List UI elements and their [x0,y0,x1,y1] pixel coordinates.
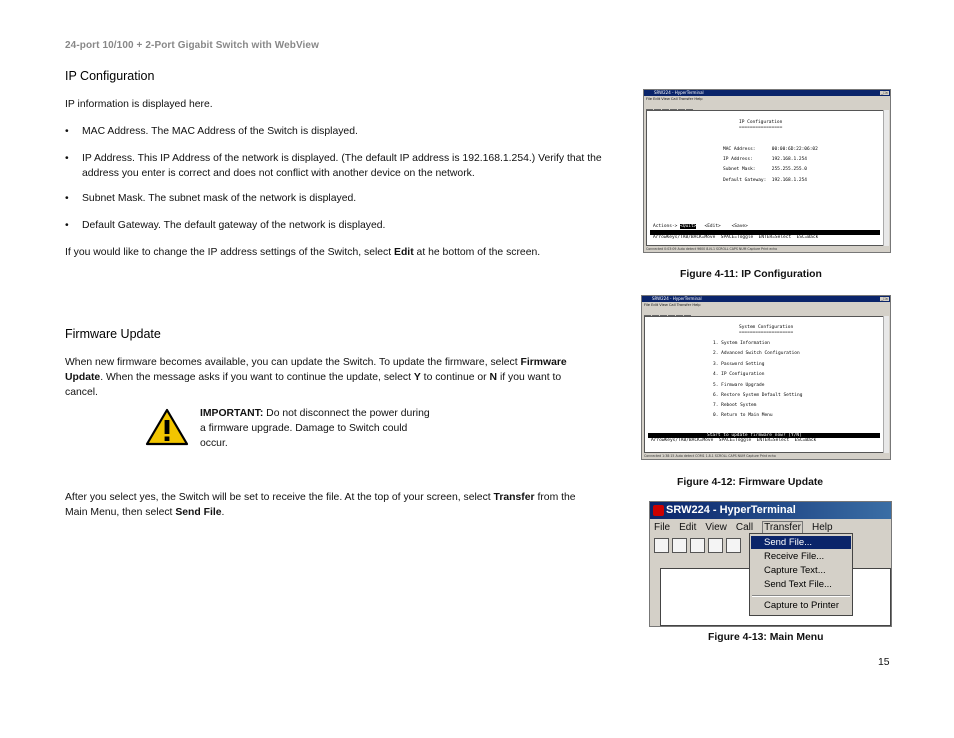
window-title: SRW224 - HyperTerminal [652,296,702,301]
menu-help: Help [811,522,833,533]
menu-call: Call [735,522,754,533]
app-icon [653,505,664,516]
bullet-text: Subnet Mask. The subnet mask of the network is displayed. [82,193,357,204]
text-bold: Transfer [493,492,535,503]
figure-13-caption: Figure 4-13: Main Menu [708,632,824,643]
toolbar [644,308,724,314]
firmware-paragraph-2 [65,490,595,520]
disconnect-icon [708,538,723,553]
menu-file: File [654,522,671,533]
figure-firmware-screenshot [641,295,891,460]
bullet-mark: • [65,126,69,137]
menu-view: View [705,522,727,533]
subnet-row: Subnet Mask: 255.255.255.0 [723,167,807,172]
scrollbar [883,316,889,453]
bullet-text: Default Gateway. The default gateway of the network is displayed. [82,220,386,231]
help-line: ArrowKeys/TAB/BACK=Move SPACE=Toggle ENTER=Select ESC=Back [651,438,817,443]
text-bold: Y [413,372,421,383]
text-bold: Edit [394,247,414,258]
bullet-mark: • [65,193,69,204]
status-bar: Connected 1:38:15 Auto detect COM1 1.8.1 SCROLL CAPS NUM Capture Print echo [644,454,776,458]
menu-capture-printer: Capture to Printer [764,600,839,611]
menu-receive-file: Receive File... [764,551,825,562]
menu-capture-text: Capture Text... [764,565,826,576]
menu-item: 1. System Information [713,341,770,346]
window-controls: _□× [881,296,888,301]
transfer-dropdown [749,533,853,616]
ip-intro: IP information is displayed here. [65,99,213,110]
menu-separator [752,595,850,597]
menu-bar: File Edit View Call Transfer Help [644,303,701,307]
figure-11-caption: Figure 4-11: IP Configuration [680,269,822,280]
text-run: If you would like to change the IP address settings of the Switch, select [65,247,395,258]
bullet-ip [65,151,605,181]
terminal-screen [646,110,884,246]
screen-underline: ================ [739,125,783,130]
menu-item: 3. Password Setting [713,362,765,367]
text-bold: N [489,372,498,383]
figure-ip-config-screenshot [643,89,891,253]
ip-config-heading: IP Configuration [65,69,155,83]
properties-icon [726,538,741,553]
figure-12-caption: Figure 4-12: Firmware Update [677,477,824,488]
help-line: ArrowKeys/TAB/BACK=Move SPACE=Toggle ENTER=Select ESC=Back [653,235,819,240]
text-run: at he bottom of the screen. [413,247,541,258]
bullet-mac [65,124,605,139]
running-header: 24-port 10/100 + 2-Port Gigabit Switch with WebView [65,40,319,51]
window-controls: _□× [881,90,888,95]
important-note [200,406,436,451]
menu-send-file: Send File... [751,536,851,549]
important-label: IMPORTANT: [200,408,264,419]
update-prompt: Start to update firmware now? [Y/N] [707,433,802,438]
menu-bar: File Edit View Call Transfer Help [646,97,703,101]
status-bar: Connected 0:03:09 Auto detect 9600 8-N-1 SCROLL CAPS NUM Capture Print echo [646,247,778,251]
menu-item: 4. IP Configuration [713,372,765,377]
screen-title: System Configuration [739,325,794,330]
window-title: SRW224 - HyperTerminal [666,504,796,516]
bullet-mark: • [65,220,69,231]
important-text: Do not disconnect the power during a firmware upgrade. Damage to Switch could occur. [200,408,430,449]
page-number: 15 [878,657,890,668]
bullet-mark: • [65,153,69,164]
bullet-subnet [65,191,605,206]
bullet-text: IP Address. This IP Address of the network is displayed. (The default IP address is 192.168.1.254.) Verify that the address you enter is correct and does not conflict with another device on the network. [82,153,602,179]
screen-title: IP Configuration [739,120,783,125]
warning-icon [145,408,189,446]
mac-row: MAC Address: 00:00:6D:22:06:02 [723,147,818,152]
text-bold: Send File [175,507,222,518]
actions-label: Actions-> [653,224,678,229]
text-run: to continue or [420,372,490,383]
text-run: . [221,507,225,518]
screen-underline: ==================== [739,330,794,335]
connect-icon [690,538,705,553]
text-run: if you want to cancel. [65,372,562,398]
terminal-screen [644,316,884,453]
text-run: When new firmware becomes available, you can update the Switch. To update the firmware, select [65,357,521,368]
menu-send-text-file: Send Text File... [764,579,832,590]
menu-item: 5. Firmware Upgrade [713,383,765,388]
text-run: After you select yes, the Switch will be set to receive the file. At the top of your screen, select [65,492,494,503]
ip-row: IP Address: 192.168.1.254 [723,157,807,162]
scrollbar [883,110,889,246]
menu-item: 7. Reboot System [713,403,757,408]
open-icon [672,538,687,553]
text-run: . When the message asks if you want to continue the update, select [100,372,414,383]
window-title: SRW224 - HyperTerminal [654,90,704,95]
bullet-text: MAC Address. The MAC Address of the Switch is displayed. [82,126,358,137]
menu-item: 2. Advanced Switch Configuration [713,351,800,356]
toolbar [646,102,726,108]
firmware-paragraph-1 [65,355,585,400]
text-run: from the Main Menu, then select [65,492,576,518]
new-icon [654,538,669,553]
actions-rest: <Edit> <Save> [696,224,748,229]
bullet-gateway [65,218,605,233]
menu-edit: Edit [679,522,697,533]
actions-selected: <Quit> [680,224,697,229]
actions-line [653,224,748,229]
firmware-heading: Firmware Update [65,327,161,341]
menu-item: 0. Return to Main Menu [713,413,773,418]
toolbar [654,538,744,558]
menu-item: 6. Restore System Default Setting [713,393,803,398]
text-bold: Firmware Update [65,357,567,383]
ip-closing [65,245,540,260]
menu-transfer: Transfer [764,522,801,533]
gateway-row: Default Gateway: 192.168.1.254 [723,178,807,183]
